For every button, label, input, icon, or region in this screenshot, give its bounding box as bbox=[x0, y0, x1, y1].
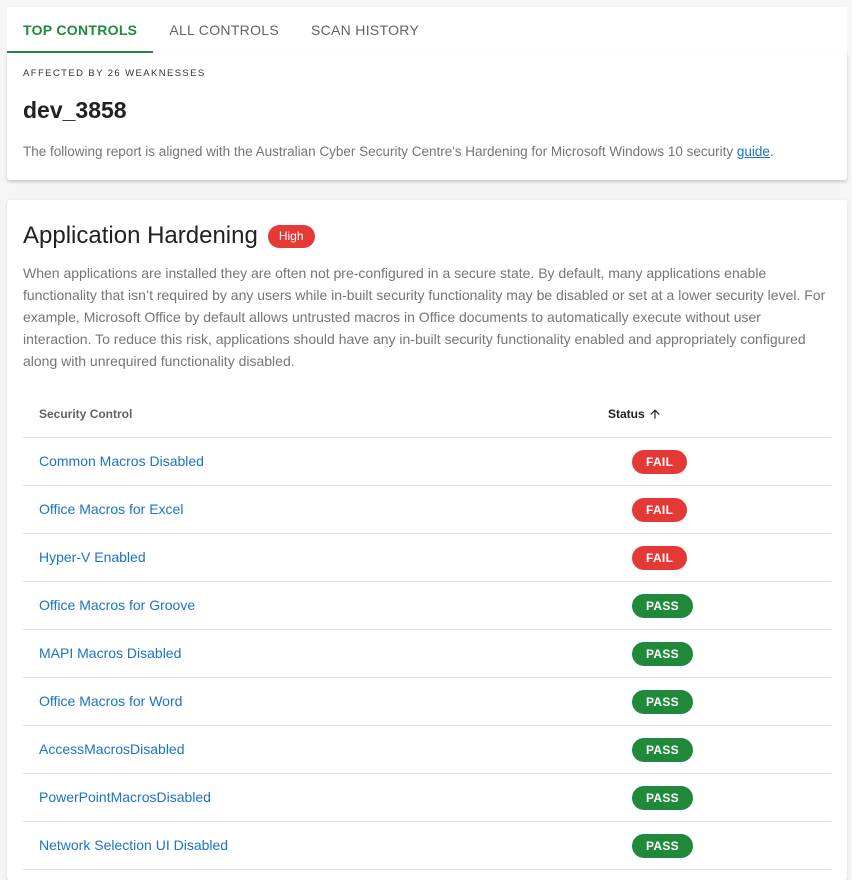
table-row[interactable] bbox=[23, 822, 831, 870]
control-name-link[interactable]: Office Macros for Groove bbox=[39, 597, 196, 613]
status-badge: FAIL bbox=[632, 498, 687, 522]
control-name-link[interactable]: Hyper-V Enabled bbox=[39, 549, 146, 565]
column-header-control: Security Control bbox=[39, 407, 133, 421]
status-badge: PASS bbox=[632, 594, 693, 618]
report-description-trailing: . bbox=[769, 144, 774, 159]
status-cell bbox=[603, 786, 713, 810]
control-name-link[interactable]: PowerPointMacrosDisabled bbox=[39, 789, 211, 805]
table-row[interactable] bbox=[23, 438, 831, 486]
severity-badge: High bbox=[268, 225, 315, 248]
status-badge: PASS bbox=[632, 642, 693, 666]
table-row[interactable] bbox=[23, 678, 831, 726]
status-cell bbox=[603, 834, 713, 858]
tab-bar bbox=[7, 7, 847, 53]
control-name-link[interactable]: AccessMacrosDisabled bbox=[39, 741, 185, 757]
status-cell bbox=[603, 642, 713, 666]
control-name-link[interactable]: Network Selection UI Disabled bbox=[39, 837, 229, 853]
control-name-link[interactable]: Office Macros for Excel bbox=[39, 501, 184, 517]
section-title: Application Hardening bbox=[23, 222, 258, 249]
weakness-count-overline: AFFECTED BY 26 WEAKNESSES bbox=[23, 68, 206, 79]
column-header-status[interactable] bbox=[608, 407, 662, 421]
control-name-link[interactable]: Common Macros Disabled bbox=[39, 453, 204, 469]
summary-card bbox=[7, 53, 847, 180]
table-row[interactable] bbox=[23, 774, 831, 822]
report-description-text: The following report is aligned with the Australian Cyber Security Centre's Hardening for Microsoft Windows 10 security bbox=[23, 144, 737, 159]
status-badge: FAIL bbox=[632, 450, 687, 474]
tab-scan-history[interactable]: SCAN HISTORY bbox=[311, 22, 420, 38]
table-row[interactable] bbox=[23, 534, 831, 582]
control-name-link[interactable]: MAPI Macros Disabled bbox=[39, 645, 182, 661]
guide-link[interactable]: guide bbox=[736, 144, 770, 159]
column-header-status-label: Status bbox=[608, 407, 645, 421]
status-cell bbox=[603, 546, 713, 570]
table-row[interactable] bbox=[23, 486, 831, 534]
table-row[interactable] bbox=[23, 726, 831, 774]
tab-all-controls[interactable]: ALL CONTROLS bbox=[169, 22, 279, 38]
table-body bbox=[23, 438, 831, 870]
table-header bbox=[23, 390, 831, 438]
table-row[interactable] bbox=[23, 582, 831, 630]
report-description bbox=[23, 144, 774, 159]
status-cell bbox=[603, 498, 713, 522]
arrow-up-icon bbox=[648, 407, 662, 421]
section-description: When applications are installed they are often not pre-configured in a secure state. By default, many applications enable functionality that isn’t required by any users while in-built security functionality may be disabled or set at a lower security level. For example, Microsoft Office by default allows untrusted macros in Office documents to automatically execute without user interaction. To reduce this risk, applications should have any in-built security functionality enabled and appropriately configured along with unrequired functionality disabled. bbox=[23, 265, 826, 369]
device-name: dev_3858 bbox=[23, 97, 127, 123]
status-badge: PASS bbox=[632, 738, 693, 762]
status-badge: FAIL bbox=[632, 546, 687, 570]
status-cell bbox=[603, 594, 713, 618]
status-badge: PASS bbox=[632, 834, 693, 858]
status-cell bbox=[603, 690, 713, 714]
controls-table bbox=[23, 390, 831, 870]
status-cell bbox=[603, 450, 713, 474]
section-header bbox=[23, 222, 315, 250]
tab-top-controls[interactable]: TOP CONTROLS bbox=[7, 7, 153, 53]
table-row[interactable] bbox=[23, 630, 831, 678]
control-name-link[interactable]: Office Macros for Word bbox=[39, 693, 183, 709]
status-cell bbox=[603, 738, 713, 762]
status-badge: PASS bbox=[632, 786, 693, 810]
status-badge: PASS bbox=[632, 690, 693, 714]
section-card bbox=[7, 200, 847, 880]
